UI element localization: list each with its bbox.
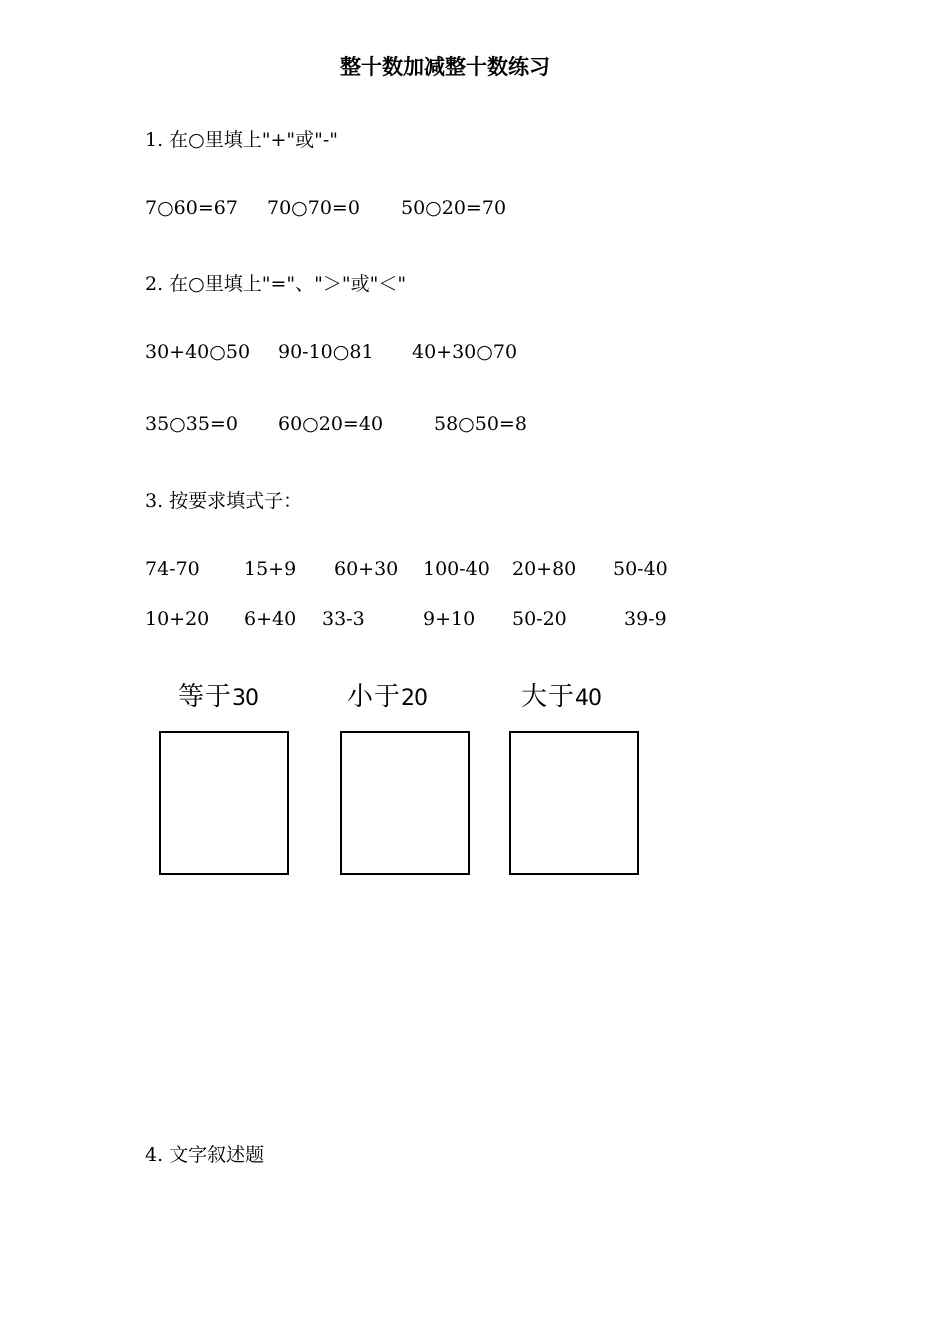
q3-expression: 9+10 <box>423 608 476 630</box>
q3-expression: 100-40 <box>423 558 490 580</box>
category-number: 30 <box>232 686 259 711</box>
category-text: 大于 <box>521 682 576 712</box>
category-text: 小于 <box>347 682 402 712</box>
q2-item: 30+40○50 <box>145 341 251 363</box>
q3-expression: 60+30 <box>334 558 399 580</box>
q2-item: 35○35=0 <box>145 413 238 435</box>
category-label-greater <box>521 676 601 713</box>
q3-expression: 20+80 <box>512 558 577 580</box>
q3-expression: 15+9 <box>244 558 297 580</box>
category-number: 40 <box>575 686 602 711</box>
question-4-heading: 4. 文字叙述题 <box>145 1144 265 1166</box>
category-label-equal <box>178 676 258 713</box>
category-text: 等于 <box>178 682 233 712</box>
q2-item: 60○20=40 <box>278 413 384 435</box>
page-title: 整十数加减整十数练习 <box>340 54 550 79</box>
q2-item: 58○50=8 <box>434 413 527 435</box>
q3-expression: 50-40 <box>613 558 668 580</box>
question-2-heading: 2. 在○里填上"="、"＞"或"＜" <box>145 273 407 295</box>
answer-box-equal-30[interactable] <box>159 731 289 875</box>
q1-item: 7○60=67 <box>145 197 238 219</box>
q3-expression: 74-70 <box>145 558 200 580</box>
q3-expression: 39-9 <box>624 608 667 630</box>
q3-expression: 10+20 <box>145 608 210 630</box>
question-1-heading: 1. 在○里填上"+"或"-" <box>145 129 339 151</box>
q3-expression: 50-20 <box>512 608 567 630</box>
category-label-less <box>347 676 427 713</box>
q1-item: 50○20=70 <box>401 197 507 219</box>
q3-expression: 33-3 <box>322 608 365 630</box>
answer-box-less-20[interactable] <box>340 731 470 875</box>
q3-expression: 6+40 <box>244 608 297 630</box>
q2-item: 40+30○70 <box>412 341 518 363</box>
category-number: 20 <box>401 686 428 711</box>
answer-box-greater-40[interactable] <box>509 731 639 875</box>
q1-item: 70○70=0 <box>267 197 360 219</box>
question-3-heading: 3. 按要求填式子： <box>145 490 303 512</box>
q2-item: 90-10○81 <box>278 341 374 363</box>
